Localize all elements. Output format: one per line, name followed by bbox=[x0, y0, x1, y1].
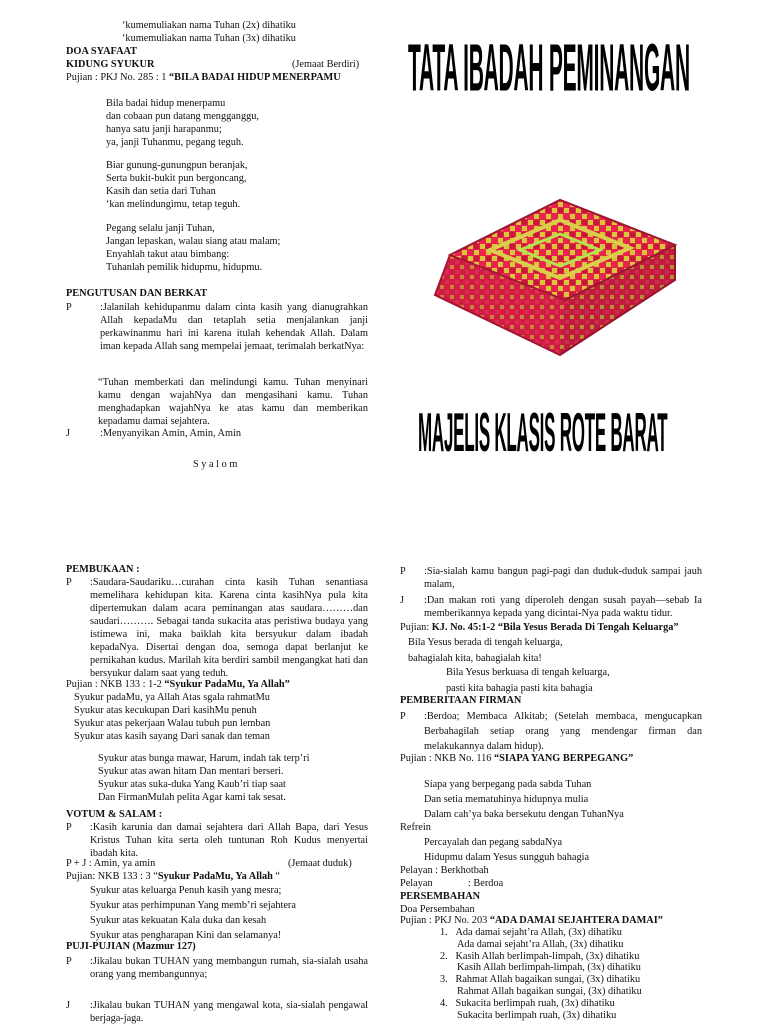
pujian-pkj-203: Pujian : PKJ No. 203 “ADA DAMAI SEJAHTERA DAMAI” bbox=[400, 915, 663, 926]
pengutusan-heading: PENGUTUSAN DAN BERKAT bbox=[66, 288, 208, 299]
syukur-stanza-2: Syukur atas bunga mawar, Harum, indah tak terp’ri Syukur atas awan hitam Dan mentari berseri. Syukur atas suka-duka Yang Kaub’ri tiap saat Dan FirmanMulah pelita Agar kami tak sesat. bbox=[98, 753, 310, 803]
damai-item: 1. Ada damai sejaht’ra Allah, (3x) dihatiku bbox=[440, 927, 622, 938]
hymn-stanza-1: Bila badai hidup menerpamu dan cobaan pun datang mengganggu, hanya satu janji harapanmu; ya, janji Tuhanmu, pegang teguh. bbox=[106, 98, 259, 148]
hymn-stanza-3: Pegang selalu janji Tuhan, Jangan lepaskan, walau siang atau malam; Enyahlah takut atau bimbang: Tuhanlah pemilik hidupmu, hidupmu. bbox=[106, 223, 281, 273]
doa-syafaat-heading: DOA SYAFAAT bbox=[66, 46, 138, 57]
mazmur-j: J :Jikalau bukan TUHAN yang mengawal kota, sia-sialah pengawal berjaga-jaga. bbox=[66, 1000, 368, 1024]
pelayan-berdoa-label: Pelayan bbox=[400, 878, 433, 889]
hymn-stanza-2: Biar gunung-gunungpun beranjak, Serta bukit-bukit pun bergoncang, Kasih dan setia dari Tuhan ‘kan melindungimu, tetap teguh. bbox=[106, 160, 248, 210]
pengutusan-p: P :Jalanilah kehidupanmu dalam cinta kasih yang dianugrahkan Allah kepadaMu dan tetaplah setia menjalankan janji perkawinanmu hari ini karena itulah kehendak Allah. Dalam iman kepada Allah sang mempelai jemaat, terimalah berkatNya: bbox=[66, 302, 368, 352]
pujian-nkb-133-3: Pujian: NKB 133 : 3 “Syukur PadaMu, Ya Allah “ bbox=[66, 871, 280, 882]
pujian-nkb-133-1: Pujian : NKB 133 : 1-2 “Syukur PadaMu, Ya Allah” bbox=[66, 679, 290, 690]
firman-p: P :Berdoa; Membaca Alkitab; (Setelah membaca, mengucapkan Berbahagilah setiap orang yang mendengar firman dan melakukannya dalam hidup). bbox=[400, 711, 702, 752]
damai-item-repeat: Rahmat Allah bagaikan sungai, (3x) dihatiku bbox=[457, 985, 642, 997]
cover-subtitle: MAJELIS KLASIS ROTE BARAT bbox=[418, 403, 668, 464]
kj-stanza-1: Bila Yesus berada di tengah keluarga, bahagialah kita, bahagialah kita! bbox=[408, 637, 563, 664]
damai-list bbox=[440, 927, 642, 1021]
closing-line-2: ‘kumemuliakan nama Tuhan (3x) dihatiku bbox=[122, 33, 296, 44]
syalom-text: S y a l o m bbox=[193, 459, 238, 470]
damai-item: 3. Rahmat Allah bagaikan sungai, (3x) dihatiku bbox=[440, 974, 641, 986]
cover-title: TATA IBADAH PEMINANGAN bbox=[408, 29, 690, 105]
syukur-stanza-3: Syukur atas keluarga Penuh kasih yang mesra; Syukur atas perhimpunan Yang memb’ri sejahtera Syukur atas kekuatan Kala duka dan kesah Syukur atas pengharapan Kini dan selamanya! bbox=[90, 885, 296, 941]
pengutusan-j: J :Menyanyikan Amin, Amin, Amin bbox=[66, 428, 242, 439]
woven-basket-image bbox=[420, 160, 690, 370]
mazmur-p: P :Jikalau bukan TUHAN yang membangun rumah, sia-sialah usaha orang yang membangunnya; bbox=[66, 956, 368, 980]
pujian-pkj-285: Pujian : PKJ No. 285 : 1 “BILA BADAI HIDUP MENERPAMU bbox=[66, 72, 341, 83]
blessing-text: “Tuhan memberkati dan melindungi kamu. Tuhan menyinari kamu dengan wajahNya dan mengasihani kamu. Tuhan menghadapkan wajahNya ke atas kamu dan memberikan kepadamu damai sejahtera. bbox=[98, 377, 368, 427]
amin-line: P + J : Amin, ya amin bbox=[66, 858, 156, 869]
pelayan-berkhotbah: Pelayan : Berkhotbah bbox=[400, 865, 489, 876]
pujian-nkb-116: Pujian : NKB No. 116 “SIAPA YANG BERPEGANG” bbox=[400, 753, 634, 764]
pembukaan-heading: PEMBUKAAN : bbox=[66, 564, 140, 575]
puji-pujian-heading: PUJI-PUJIAN (Mazmur 127) bbox=[66, 941, 196, 952]
jemaat-duduk-note: (Jemaat duduk) bbox=[288, 858, 352, 869]
jemaat-berdiri-note: (Jemaat Berdiri) bbox=[292, 59, 360, 70]
mazmur-p-2: P :Sia-sialah kamu bangun pagi-pagi dan duduk-duduk sampai jauh malam, bbox=[400, 566, 702, 590]
damai-item-repeat: Sukacita berlimpah ruah, (3x) dihatiku bbox=[457, 1009, 617, 1021]
doa-persembahan: Doa Persembahan bbox=[400, 904, 475, 915]
syukur-stanza-1: Syukur padaMu, ya Allah Atas sgala rahmatMu Syukur atas kecukupan Dari kasihMu penuh Syukur atas pekerjaan Walau tubuh pun lemban Syukur atas kasih sayang Dari sanak dan teman bbox=[74, 692, 271, 742]
damai-item: 4. Sukacita berlimpah ruah, (3x) dihatiku bbox=[440, 997, 615, 1009]
votum-heading: VOTUM & SALAM : bbox=[66, 809, 163, 820]
persembahan-heading: PERSEMBAHAN bbox=[400, 891, 481, 902]
refrein-label: Refrein bbox=[400, 822, 431, 833]
kj-stanza-2: Bila Yesus berkuasa di tengah keluarga, pasti kita bahagia pasti kita bahagia bbox=[446, 667, 610, 694]
siapa-stanza: Siapa yang berpegang pada sabda Tuhan Dan setia mematuhinya hidupnya mulia Dalam cah’ya baka bersekutu dengan TuhanNya bbox=[424, 779, 624, 820]
damai-item-repeat: Kasih Allah berlimpah-limpah, (3x) dihatiku bbox=[457, 962, 641, 974]
mazmur-j-2: J :Dan makan roti yang diperoleh dengan susah payah—sebab Ia memberikannya kepada yang dicintai-Nya pada waktu tidur. bbox=[400, 595, 702, 619]
damai-item-repeat: Ada damai sejaht’ra Allah, (3x) dihatiku bbox=[457, 938, 624, 950]
pujian-kj-45: Pujian: KJ. No. 45:1-2 “Bila Yesus Berada Di Tengah Keluarga” bbox=[400, 622, 679, 633]
refrein-lines: Percayalah dan pegang sabdaNya Hidupmu dalam Yesus sungguh bahagia bbox=[424, 837, 590, 863]
pembukaan-p: P :Saudara-Saudariku…curahan cinta kasih Tuhan senantiasa memelihara kehidupan kita. Karena cinta kasihNya pula kita dipertemukan dalam acara peminangan atas saudara………dan saudari………. Sebagai tanda sukacita atas peristiwa budaya yang istimewa ini, maka baiklah kita bersyukur dalam ibadah kepadaNya. Disertai dengan doa, semoga dapat berlanjut ke pernikahan kudus. Marilah kita berdiri sambil mengangkat hati dan bersyukur dalam saat yang teduh. bbox=[66, 577, 368, 679]
damai-item: 2. Kasih Allah berlimpah-limpah, (3x) dihatiku bbox=[440, 950, 640, 962]
pelayan-berdoa-text: : Berdoa bbox=[468, 878, 504, 889]
kidung-syukur-heading: KIDUNG SYUKUR bbox=[66, 59, 155, 70]
pemberitaan-heading: PEMBERITAAN FIRMAN bbox=[400, 695, 522, 706]
votum-p: P :Kasih karunia dan damai sejahtera dari Allah Bapa, dari Yesus Kristus Tuhan kita serta oleh tuntunan Roh Kudus menyertai ibadah kita. bbox=[66, 822, 368, 859]
closing-line-1: ‘kumemuliakan nama Tuhan (2x) dihatiku bbox=[122, 20, 296, 31]
